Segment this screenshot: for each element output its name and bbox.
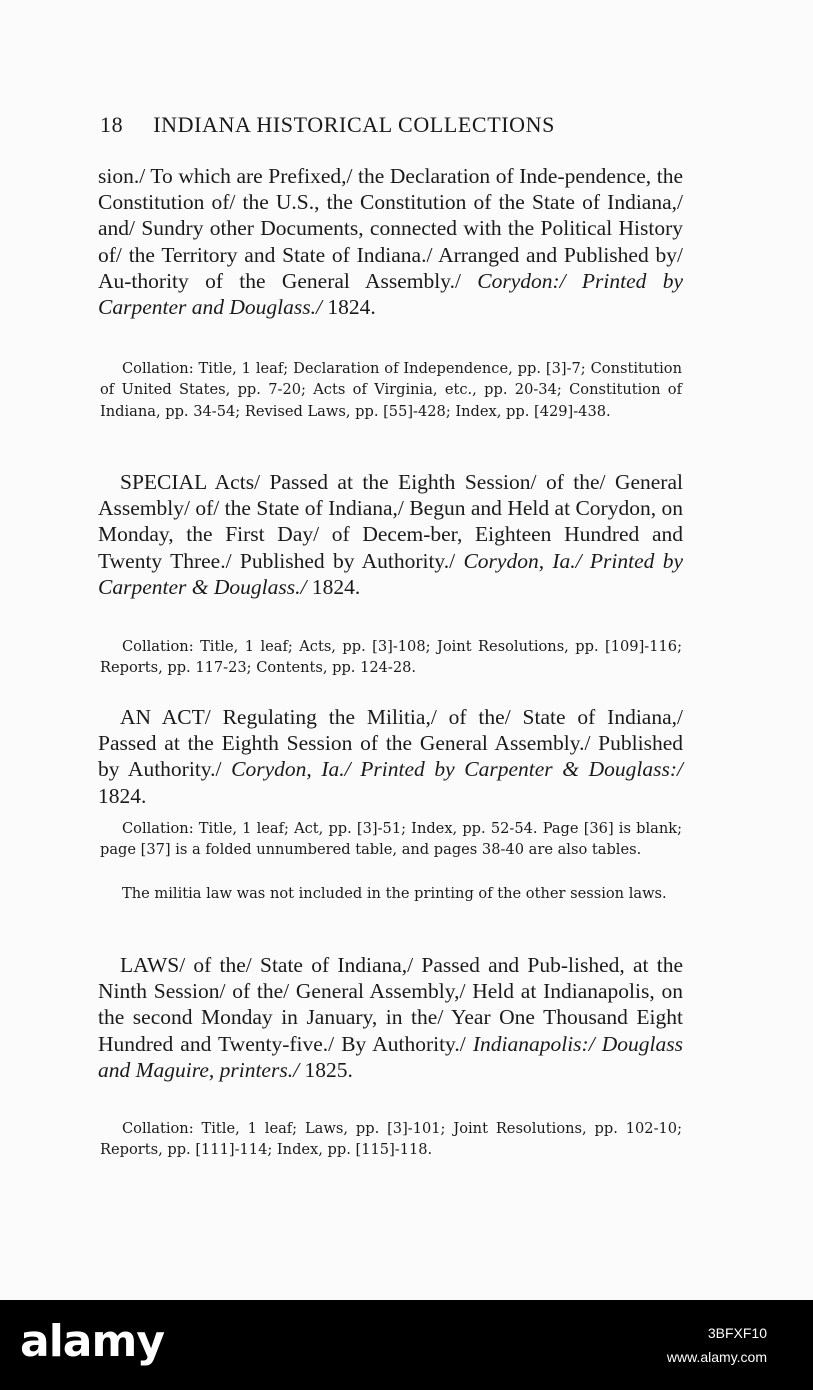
entry-title: AN ACT/ Regulating the Militia,/ of the/ State of Indiana,/ Passed at the Eighth Session of the General Assembly./ Published by Authority./ — [98, 705, 683, 782]
entry-imprint: Corydon, Ia./ Printed by Carpenter & Douglass:/ — [231, 757, 684, 782]
running-title: INDIANA HISTORICAL COLLECTIONS — [153, 112, 555, 137]
page-number: 18 — [100, 112, 124, 137]
running-header — [100, 112, 620, 138]
entry-title: SPECIAL Acts/ Passed at the Eighth Session/ of the/ General Assembly/ of/ the State of Indiana,/ Begun and Held at Corydon, on Monday, the First Day/ of Decem-ber, Eighteen Hundred and Twenty Three./ Published by Authority./ — [98, 470, 683, 573]
collation-note: The militia law was not included in the printing of the other session laws. — [122, 885, 667, 902]
collation-note: Collation: Title, 1 leaf; Act, pp. [3]-51; Index, pp. 52-54. Page [36] is blank; page [37] is a folded unnumbered table, and pages 38-40 are also tables. — [100, 820, 682, 859]
entry-imprint: Indianapolis:/ Douglass and Maguire, printers./ — [98, 1031, 683, 1082]
alamy-logo: alamy — [20, 1316, 164, 1367]
entry-imprint: Corydon:/ Printed by Carpenter and Douglass./ — [98, 268, 683, 320]
entry-imprint: Corydon, Ia./ Printed by Carpenter & Douglass./ — [98, 548, 683, 599]
bibliography-entry — [98, 952, 683, 1083]
entry-title: LAWS/ of the/ State of Indiana,/ Passed and Pub-lished, at the Ninth Session/ of the/ General Assembly,/ Held at Indianapolis, on the second Monday in January, in the/ Year One Thousand Eight Hundred and Twenty-five./ By Authority./ — [98, 953, 683, 1056]
bibliography-entry — [98, 469, 683, 600]
site-url: www.alamy.com — [666, 1349, 767, 1365]
entry-year: 1824. — [98, 783, 147, 808]
bibliography-entry — [98, 163, 683, 320]
collation-note: Collation: Title, 1 leaf; Acts, pp. [3]-108; Joint Resolutions, pp. [109]-116; Reports, pp. 117-23; Contents, pp. 124-28. — [100, 638, 682, 677]
entry-year: 1824. — [321, 295, 376, 320]
entry-year: 1824. — [306, 574, 361, 599]
entry-title: sion./ To which are Prefixed,/ the Declaration of Inde-pendence, the Constitution of/ the U.S., the Constitution of the State of Indiana,/ and/ Sundry other Documents, connected with the Political History of/ the Territory and State of Indiana./ Arranged and Published by/ Au-thority of the General Assembly./ — [98, 164, 683, 293]
entry-year: 1825. — [299, 1057, 353, 1082]
collation-note: Collation: Title, 1 leaf; Laws, pp. [3]-101; Joint Resolutions, pp. 102-10; Reports, pp. [111]-114; Index, pp. [115]-118. — [100, 1120, 682, 1159]
collation-note: Collation: Title, 1 leaf; Declaration of Independence, pp. [3]-7; Constitution of United States, pp. 7-20; Acts of Virginia, etc., pp. 20-34; Constitution of Indiana, pp. 34-54; Revised Laws, pp. [55]-428; Index, pp. [429]-438. — [100, 360, 682, 420]
bibliography-entry — [98, 704, 683, 809]
image-id: 3BFXF10 — [707, 1325, 767, 1341]
